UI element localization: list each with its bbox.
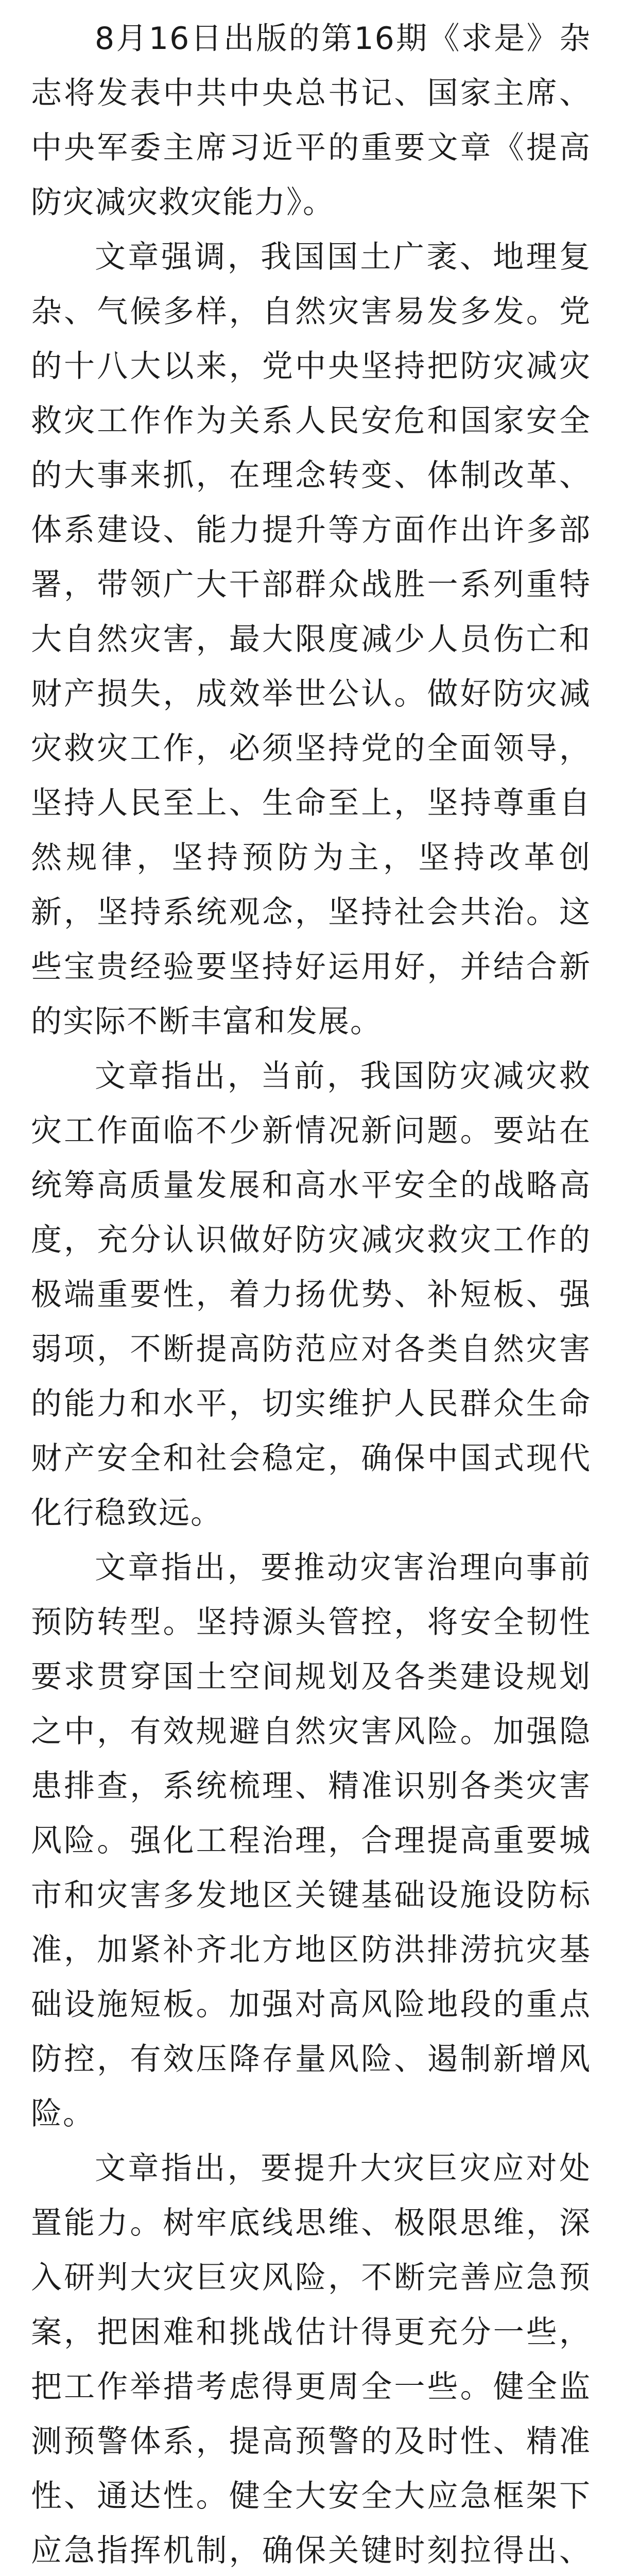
article-paragraph: 文章指出，当前，我国防灾减灾救灾工作面临不少新情况新问题。要站在统筹高质量发展和高水平安全的战略高度，充分认识做好防灾减灾救灾工作的极端重要性，着力扬优势、补短板、强弱项，不断提高防范应对各类自然灾害的能力和水平，切实维护人民群众生命财产安全和社会稳定，确保中国式现代化行稳致远。 <box>31 1058 591 1531</box>
article-intro-paragraph: 8月16日出版的第16期《求是》杂志将发表中共中央总书记、国家主席、中央军委主席习近平的重要文章《提高防灾减灾救灾能力》。 <box>31 21 591 221</box>
article-paragraph: 文章指出，要推动灾害治理向事前预防转型。坚持源头管控，将安全韧性要求贯穿国土空间规划及各类建设规划之中，有效规避自然灾害风险。加强隐患排查，系统梳理、精准识别各类灾害风险。强化工程治理，合理提高重要城市和灾害多发地区关键基础设施设防标准，加紧补齐北方地区防洪排涝抗灾基础设施短板。加强对高风险地段的重点防控，有效压降存量风险、遏制新增风险。 <box>31 1550 591 2132</box>
article-paragraph: 文章强调，我国国土广袤、地理复杂、气候多样，自然灾害易发多发。党的十八大以来，党中央坚持把防灾减灾救灾工作作为关系人民安危和国家安全的大事来抓，在理念转变、体制改革、体系建设、能力提升等方面作出许多部署，带领广大干部群众战胜一系列重特大自然灾害，最大限度减少人员伤亡和财产损失，成效举世公认。做好防灾减灾救灾工作，必须坚持党的全面领导，坚持人民至上、生命至上，坚持尊重自然规律，坚持预防为主，坚持改革创新，坚持系统观念，坚持社会共治。这些宝贵经验要坚持好运用好，并结合新的实际不断丰富和发展。 <box>31 239 591 1040</box>
article-paragraph: 文章指出，要提升大灾巨灾应对处置能力。树牢底线思维、极限思维，深入研判大灾巨灾风险，不断完善应急预案，把困难和挑战估计得更充分一些，把工作举措考虑得更周全一些。健全监测预警体系，提高预警的及时性、精准性、通达性。健全大安全大应急框架下应急指挥机制，确保关键时刻拉得出、 <box>31 2150 591 2569</box>
